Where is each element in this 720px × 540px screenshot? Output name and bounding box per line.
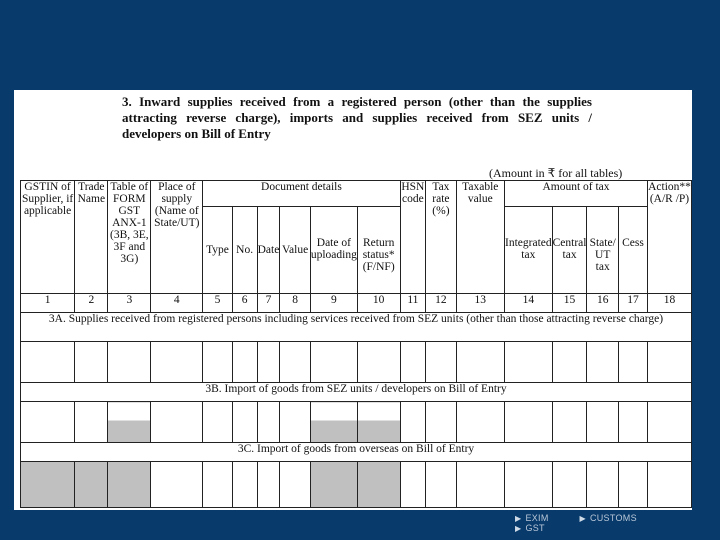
col-header-type: Type: [203, 207, 232, 294]
table-cell: [357, 342, 400, 383]
table-cell: [257, 462, 280, 508]
table-cell: [151, 402, 203, 443]
col-group-amount-of-tax: Amount of tax: [505, 181, 648, 207]
col-header-gstin: GSTIN of Supplier, if applicable: [21, 181, 75, 294]
chevron-right-icon: ▶: [515, 524, 522, 533]
col-number: 9: [310, 294, 357, 313]
col-number: 15: [552, 294, 587, 313]
table-cell: [505, 462, 553, 508]
col-header-hsn-code: HSN code: [400, 181, 426, 294]
table-cell: [456, 402, 504, 443]
table-cell: [280, 342, 311, 383]
section-3c-title: 3C. Import of goods from overseas on Bill of Entry: [21, 443, 692, 462]
table-cell: [75, 402, 108, 443]
slide-header-band: [0, 0, 720, 90]
col-header-date-of-uploading: Date of uploading: [310, 207, 357, 294]
col-header-value: Value: [280, 207, 311, 294]
col-header-no: No.: [232, 207, 257, 294]
table-cell: [75, 342, 108, 383]
table-cell: [618, 342, 647, 383]
table-cell: [280, 402, 311, 443]
table-cell: [552, 342, 587, 383]
col-number: 13: [456, 294, 504, 313]
col-number: 11: [400, 294, 426, 313]
col-number: 12: [426, 294, 456, 313]
table-row: [21, 402, 692, 443]
table-cell: [552, 402, 587, 443]
col-header-place-of-supply: Place of supply (Name of State/UT): [151, 181, 203, 294]
col-header-integrated-tax: Integrated tax: [505, 207, 553, 294]
col-number: 16: [587, 294, 618, 313]
table-cell: [648, 402, 692, 443]
table-cell: [400, 462, 426, 508]
table-cell: [21, 402, 75, 443]
table-cell: [257, 342, 280, 383]
shaded-cell: [108, 402, 151, 443]
col-number: 3: [108, 294, 151, 313]
table-cell: [203, 462, 232, 508]
table-cell: [21, 342, 75, 383]
shaded-cell: [108, 462, 151, 508]
table-cell: [648, 462, 692, 508]
table-cell: [108, 342, 151, 383]
table-cell: [618, 462, 647, 508]
col-number: 17: [618, 294, 647, 313]
shaded-cell: [310, 402, 357, 443]
table-cell: [505, 402, 553, 443]
table-row: [21, 462, 692, 508]
col-number: 8: [280, 294, 311, 313]
shaded-cell: [357, 402, 400, 443]
table-cell: [426, 402, 456, 443]
footer-nav: [515, 513, 720, 533]
section-3a-title: 3A. Supplies received from registered persons including services received from SEZ units (other than those attracting reverse charge): [21, 313, 692, 342]
footer-link-exim[interactable]: [515, 513, 563, 523]
col-number: 14: [505, 294, 553, 313]
table-cell: [280, 462, 311, 508]
table-cell: [648, 342, 692, 383]
table-cell: [505, 342, 553, 383]
shaded-cell: [21, 462, 75, 508]
col-header-cess: Cess: [618, 207, 647, 294]
shaded-cell: [75, 462, 108, 508]
col-header-date: Date: [257, 207, 280, 294]
col-number: 7: [257, 294, 280, 313]
table-cell: [310, 342, 357, 383]
table-row: [21, 342, 692, 383]
document-page: [14, 90, 692, 510]
table-cell: [456, 462, 504, 508]
table-cell: [151, 342, 203, 383]
shaded-cell: [310, 462, 357, 508]
inward-supplies-table: [20, 180, 692, 508]
chevron-right-icon: ▶: [579, 514, 586, 523]
table-cell: [203, 342, 232, 383]
col-number: 18: [648, 294, 692, 313]
col-number: 5: [203, 294, 232, 313]
col-header-tax-rate: Tax rate (%): [426, 181, 456, 294]
table-cell: [587, 342, 618, 383]
table-cell: [400, 342, 426, 383]
col-number: 6: [232, 294, 257, 313]
footer-link-customs[interactable]: [579, 513, 650, 523]
table-cell: [232, 462, 257, 508]
chevron-right-icon: ▶: [515, 514, 522, 523]
table-cell: [618, 402, 647, 443]
table-cell: [232, 342, 257, 383]
table-cell: [400, 402, 426, 443]
table-cell: [203, 402, 232, 443]
footer-link-label: EXIM: [525, 513, 549, 523]
col-header-taxable-value: Taxable value: [456, 181, 504, 294]
table-cell: [587, 402, 618, 443]
table-cell: [587, 462, 618, 508]
col-header-trade-name: Trade Name: [75, 181, 108, 294]
section-3b-title: 3B. Import of goods from SEZ units / developers on Bill of Entry: [21, 383, 692, 402]
table-cell: [456, 342, 504, 383]
col-number: 4: [151, 294, 203, 313]
footer-link-label: CUSTOMS: [589, 513, 637, 523]
table-heading: 3. Inward supplies received from a registered person (other than the supplies attracting reverse charge), imports and supplies received from SEZ units / developers on Bill of Entry: [122, 94, 592, 141]
table-cell: [257, 402, 280, 443]
amount-note: (Amount in ₹ for all tables): [489, 166, 623, 180]
col-group-document-details: Document details: [203, 181, 400, 207]
table-cell: [232, 402, 257, 443]
col-number: 10: [357, 294, 400, 313]
col-header-state-ut-tax: State/ UT tax: [587, 207, 618, 294]
footer-link-label: GST: [525, 523, 545, 533]
col-number: 2: [75, 294, 108, 313]
table-cell: [151, 462, 203, 508]
col-header-central-tax: Central tax: [552, 207, 587, 294]
shaded-cell: [357, 462, 400, 508]
footer-link-gst[interactable]: [515, 523, 559, 533]
col-header-table-of-form: Table of FORM GST ANX-1 (3B, 3E, 3F and 3G): [108, 181, 151, 294]
col-number: 1: [21, 294, 75, 313]
table-cell: [552, 462, 587, 508]
table-cell: [426, 342, 456, 383]
col-header-return-status: Return status* (F/NF): [357, 207, 400, 294]
table-cell: [426, 462, 456, 508]
col-header-action: Action** (A/R /P): [648, 181, 692, 294]
